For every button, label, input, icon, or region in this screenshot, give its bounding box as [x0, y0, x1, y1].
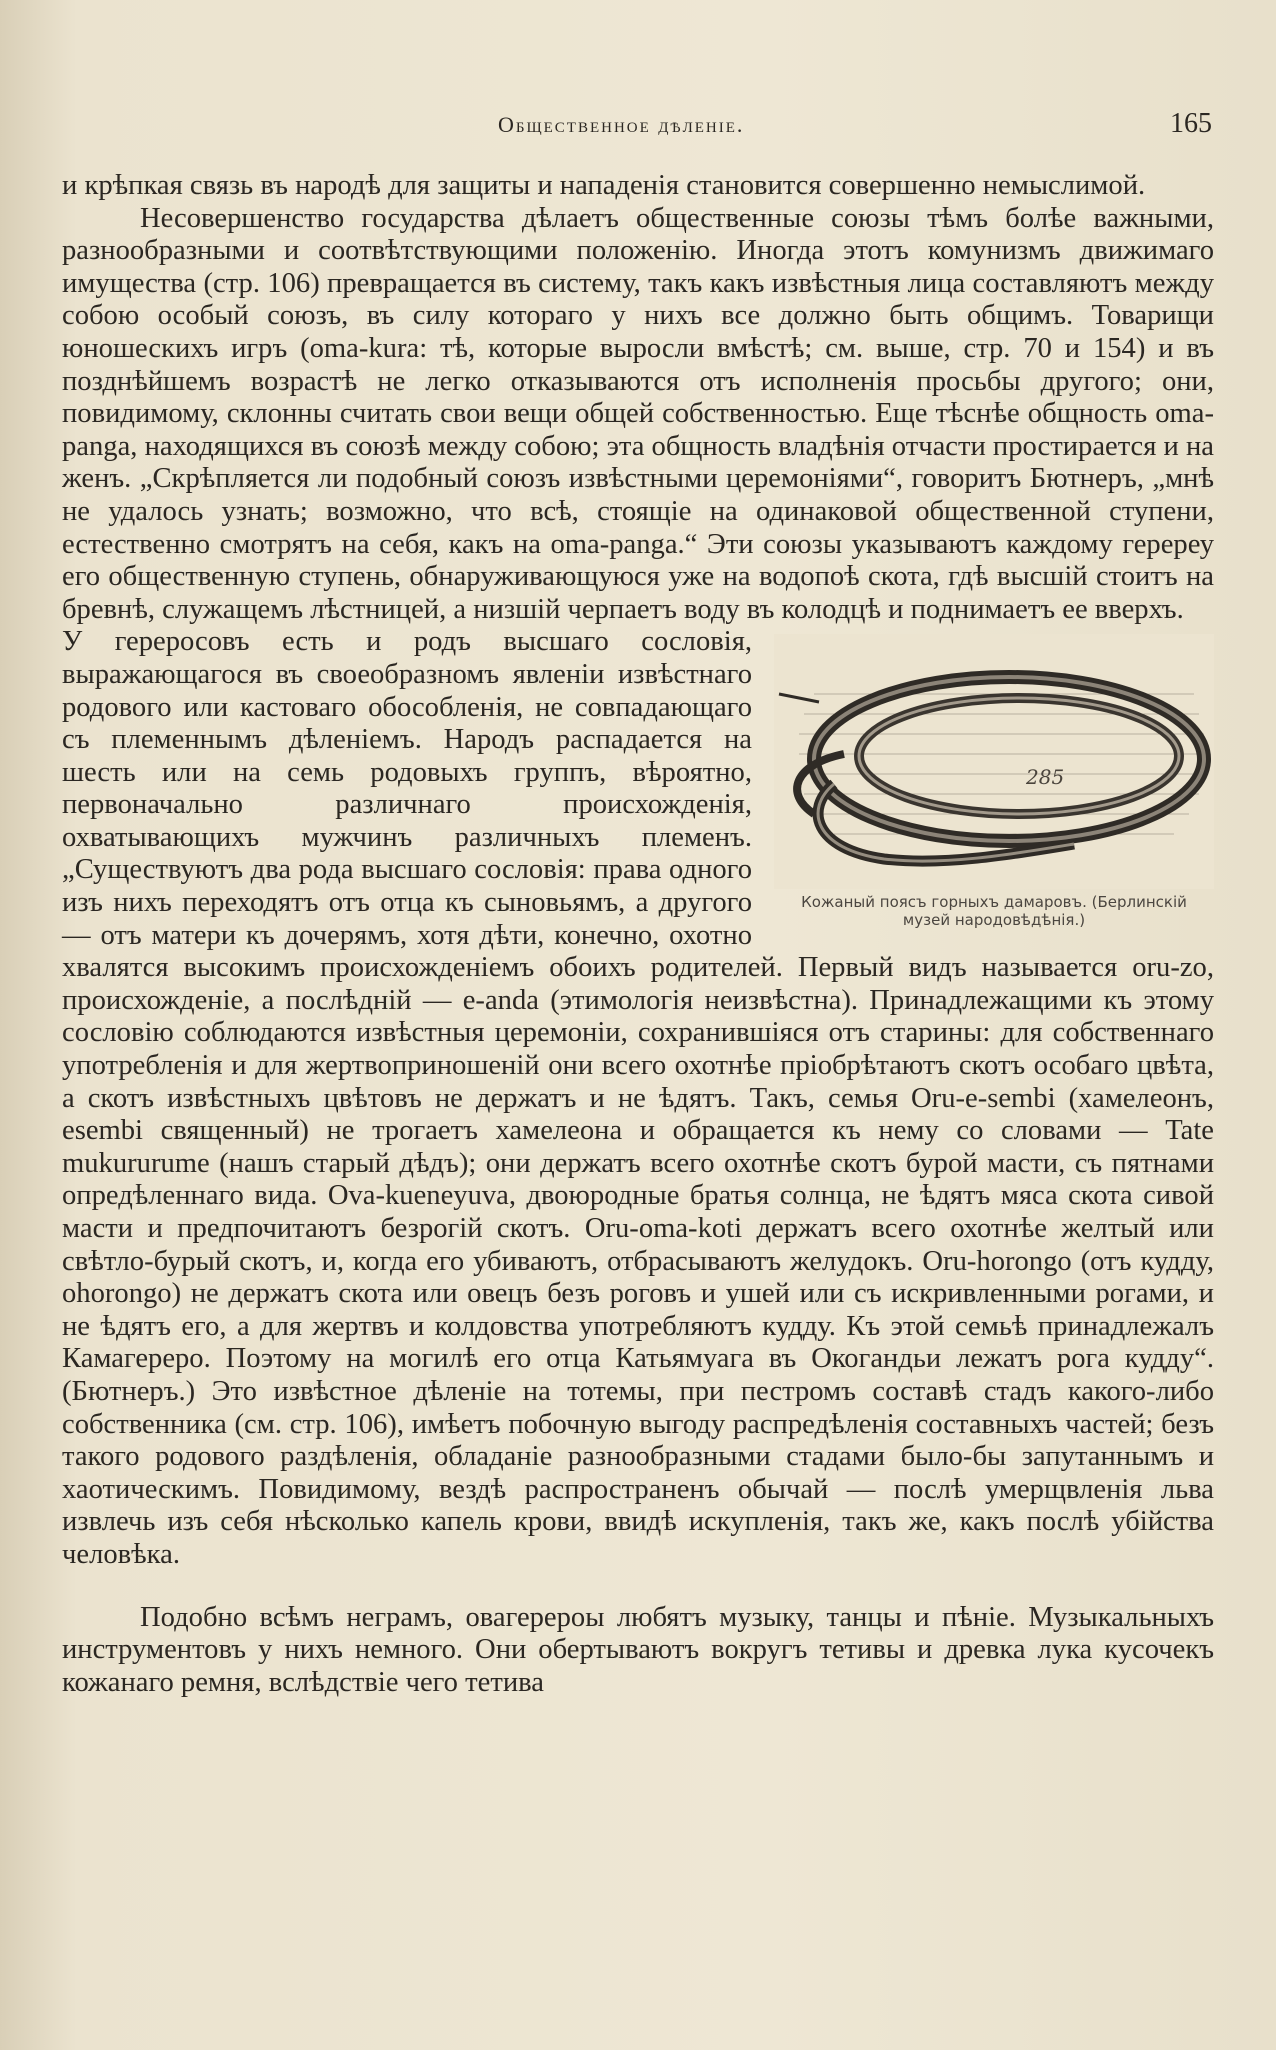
page-header [0, 108, 1276, 148]
figure-caption: Кожаный поясъ горныхъ дамаровъ. (Берлинскій музей народовѣдѣнія.) [801, 893, 1187, 930]
paragraph-music: Подобно всѣмъ неграмъ, овагерероы любятъ музыку, танцы и пѣніе. Музыкальныхъ инструментовъ у нихъ немного. Они обертываютъ вокругъ тетивы и древка лука кусочекъ кожанаго ремня, вслѣдствіе чего тетива [62, 1601, 1214, 1698]
figure-inscription: 285 [1026, 765, 1065, 790]
figure [774, 634, 1214, 929]
running-head: Общественное дѣленіе. [498, 112, 745, 137]
paragraph-continuation: и крѣпкая связь въ народѣ для защиты и нападенія становится совершенно немыслимой. [62, 170, 1146, 201]
paragraph-castes: У гереросовъ есть и родъ высшаго сословія, выражающагося въ своеобразномъ явленіи извѣстнаго родового или кастоваго обособленія, не совпадающаго съ племеннымъ дѣленіемъ. Народъ распадается на шесть или на семь родовыхъ группъ, вѣроятно, первоначально различнаго происхожденія, охватывающихъ мужчинъ различныхъ племенъ. „Существуютъ два рода высшаго сословія: права одного изъ нихъ переходятъ отъ отца къ сыновьямъ, а другого — отъ матери къ дочерямъ, хотя дѣти, конечно, охотно хвалятся высокимъ происхожденіемъ обоихъ родителей. Первый видъ называется oru-zo, происхожденіе, а послѣдній — e-anda (этимологія неизвѣстна). Принадлежащими къ этому сословію соблюдаются извѣстныя церемоніи, сохранившіяся отъ старины: для собственнаго употребленія и для жертвоприношеній они всего охотнѣе пріобрѣтаютъ скотъ особаго цвѣта, а скотъ извѣстныхъ цвѣтовъ не держатъ и не ѣдятъ. Такъ, семья Oru-e-sembi (хамелеонъ, esembi священный) не трогаетъ хамелеона и обращается къ нему со словами — Tate mukururume (нашъ старый дѣдъ); они держатъ всего охотнѣе скотъ бурой масти, съ пятнами опредѣленнаго вида. Ova-kueneyuva, двоюродные братья солнца, не ѣдятъ мяса скота сивой масти и предпочитаютъ безрогій скотъ. Oru-oma-koti держатъ всего охотнѣе желтый или свѣтло-бурый скотъ, и, когда его убиваютъ, отбрасываютъ желудокъ. Oru-horongo (отъ кудду, ohorongo) не держатъ скота или овецъ безъ роговъ и ушей или съ искривленными рогами, и не ѣдятъ его, а для жертвъ и колдовства употребляютъ кудду. Къ этой семьѣ принадлежалъ Камагереро. Поэтому на могилѣ его отца Катьямуага въ Окогандьи лежатъ рога кудду“. (Бютнеръ.) Это извѣстное дѣленіе на тотемы, при пестромъ составѣ стадъ какого-либо собственника (см. стр. 106), имѣетъ побочную выгоду распредѣленія составныхъ частей; безъ такого родового раздѣленія, обладаніе разнообразными стадами было-бы запутаннымъ и хаотическимъ. Повидимому, вездѣ распространенъ обычай — послѣ умерщвленія льва извлечь изъ себя нѣсколько капель крови, ввидѣ искупленія, такъ же, какъ послѣ убійства человѣка. [62, 626, 1214, 1570]
leather-belt-illustration [774, 634, 1214, 889]
paragraph-social-unions: Несовершенство государства дѣлаетъ общественные союзы тѣмъ болѣе важными, разнообразными и соотвѣтствующими положенію. Иногда этотъ комунизмъ движимаго имущества (стр. 106) превращается въ систему, такъ какъ извѣстныя лица составляютъ между собою особый союзъ, въ силу котораго у нихъ все должно быть общимъ. Товарищи юношескихъ игръ (oma-kura: тѣ, которые выросли вмѣстѣ; см. выше, стр. 70 и 154) и въ позднѣйшемъ возрастѣ не легко отказываются отъ исполненія просьбы другого; они, повидимому, склонны считать свои вещи общей собственностью. Еще тѣснѣе общность oma-panga, находящихся въ союзѣ между собою; эта общность владѣнія отчасти простирается и на женъ. „Скрѣпляется ли подобный союзъ извѣстными церемоніями“, говоритъ Бютнеръ, „мнѣ не удалось узнать; возможно, что всѣ, стоящіе на одинаковой общественной ступени, естественно смотрятъ на себя, какъ на oma-panga.“ Эти союзы указываютъ каждому геререу его общественную ступень, обнаруживающуюся уже на водопоѣ скота, гдѣ высшій стоитъ на бревнѣ, служащемъ лѣстницей, а низшій черпаетъ воду въ колодцѣ и поднимаетъ ее вверхъ. [62, 202, 1214, 625]
body-text [62, 170, 1214, 1699]
page-number: 165 [1170, 108, 1212, 139]
